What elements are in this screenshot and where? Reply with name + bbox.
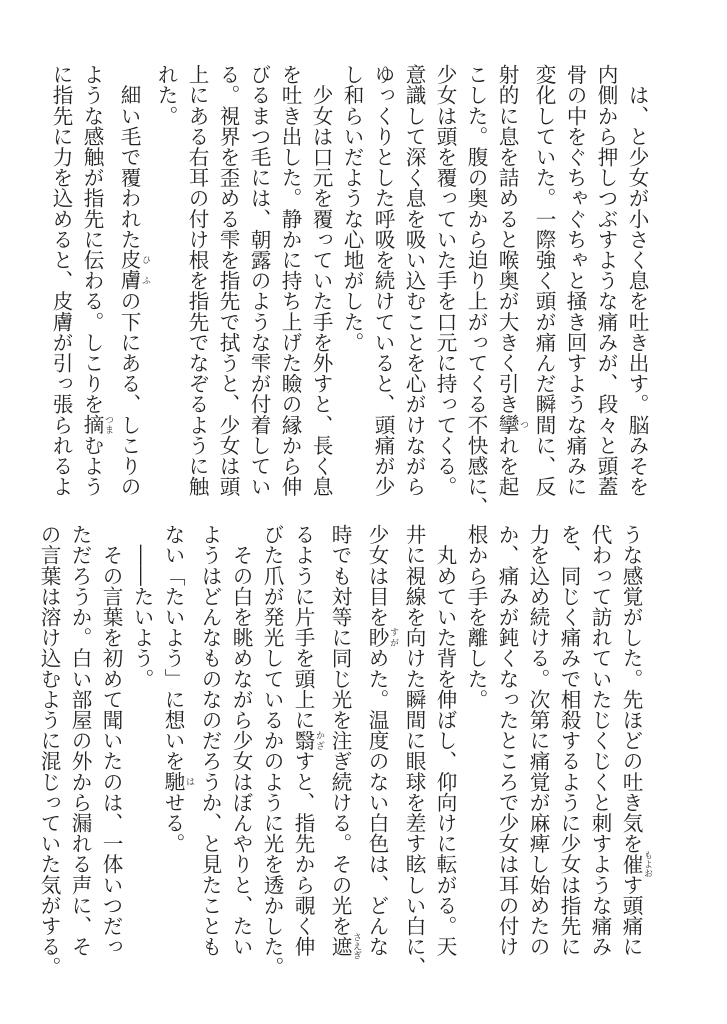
ruby-word bbox=[365, 627, 398, 648]
text-line bbox=[615, 524, 652, 966]
text-segment: 力を込め続ける。次第に痛覚が麻痺し始めたの bbox=[526, 524, 550, 957]
text-line bbox=[491, 64, 528, 506]
text-line bbox=[256, 524, 287, 978]
text-segment: の言葉は溶け込むように混じっていた気がする。 bbox=[37, 524, 61, 978]
text-segment: るように片手を頭上に bbox=[291, 524, 315, 730]
text-block-bottom bbox=[37, 524, 652, 978]
ruby-base: 眇 bbox=[365, 627, 389, 648]
ruby-reading: もよお bbox=[642, 850, 652, 878]
text-segment: びた爪が発光しているかのように光を透かした。 bbox=[260, 524, 284, 978]
text-line bbox=[398, 64, 429, 506]
text-line bbox=[367, 64, 398, 506]
text-block-top bbox=[49, 64, 652, 518]
text-line bbox=[305, 64, 336, 506]
text-line bbox=[522, 524, 553, 966]
text-line bbox=[225, 524, 256, 966]
text-line bbox=[243, 64, 274, 506]
ruby-reading: かざ bbox=[314, 730, 324, 751]
text-segment: 骨の中をぐちゃぐちゃと掻き回すような痛みに bbox=[563, 64, 587, 497]
text-segment: を吐き出した。静かに持ち上げた瞼の縁から伸 bbox=[278, 64, 302, 497]
text-segment: めた。温度のない白色は、どんな bbox=[365, 647, 389, 957]
ruby-base: 摘 bbox=[80, 414, 104, 435]
text-segment: の下にある、しこりの bbox=[117, 290, 141, 497]
text-segment: 上にある右耳の付け根を指先でなぞるように触 bbox=[185, 64, 209, 497]
text-segment: す頭痛に bbox=[619, 874, 643, 957]
text-segment: こした。腹の奥から迫り上がってくる不快感に、 bbox=[464, 64, 488, 518]
text-line bbox=[113, 64, 150, 506]
text-line bbox=[76, 64, 113, 506]
text-line bbox=[336, 64, 367, 506]
ruby-word bbox=[291, 730, 324, 751]
text-segment: る。視界を歪める雫を指先で拭うと、少女は頭 bbox=[216, 64, 240, 497]
text-segment: 少女は目を bbox=[365, 524, 389, 627]
text-segment: 時でも対等に同じ光を注ぎ続ける。その光を bbox=[328, 524, 352, 936]
ruby-word bbox=[117, 249, 150, 291]
text-line bbox=[429, 524, 460, 966]
ruby-reading: つま bbox=[103, 414, 113, 435]
ruby-reading: は bbox=[184, 771, 194, 792]
text-line bbox=[64, 524, 95, 966]
text-segment: 意識して深く息を吸い込むことを心がけながら bbox=[402, 64, 426, 497]
text-segment: 井に視線を向けた瞬間に眼球を差す眩しい白に、 bbox=[402, 524, 426, 978]
text-segment: 根から手を離した。 bbox=[464, 524, 488, 710]
text-line bbox=[429, 64, 460, 506]
text-segment: れを起 bbox=[495, 434, 519, 497]
text-line bbox=[45, 64, 76, 506]
text-segment: 少女は頭を覆っていた手を口元に持ってくる。 bbox=[433, 64, 457, 497]
text-segment: うな感覚がした。先ほどの吐き気を bbox=[619, 524, 643, 854]
text-line bbox=[460, 524, 491, 966]
ruby-base: 催 bbox=[619, 850, 643, 878]
ruby-reading: ひふ bbox=[140, 249, 150, 291]
text-line bbox=[584, 524, 615, 966]
text-line bbox=[194, 524, 225, 966]
ruby-reading: つ bbox=[518, 414, 528, 435]
text-segment: 射的に息を詰めると喉奥が大きく引き bbox=[495, 64, 519, 415]
text-line bbox=[559, 64, 590, 506]
text-segment: せる。 bbox=[161, 791, 185, 854]
text-line bbox=[212, 64, 243, 506]
text-line bbox=[274, 64, 305, 506]
text-segment: ない「たいよう」に想いを bbox=[161, 524, 185, 772]
ruby-base: 皮膚 bbox=[117, 249, 141, 291]
text-line bbox=[553, 524, 584, 966]
ruby-word bbox=[495, 414, 528, 435]
text-line bbox=[150, 64, 181, 506]
text-line bbox=[33, 524, 64, 978]
text-segment: その白を眺めながら少女はぼんやりと、たい bbox=[229, 524, 253, 957]
text-segment: 代わって訪れていたじくじくと刺すような痛み bbox=[588, 524, 612, 957]
text-segment: ――たいよう。 bbox=[130, 524, 154, 689]
text-segment: むよう bbox=[80, 434, 104, 497]
text-segment: 細い毛で覆われた bbox=[117, 64, 141, 250]
text-line bbox=[126, 524, 157, 966]
text-line bbox=[491, 524, 522, 966]
text-line bbox=[528, 64, 559, 506]
text-line bbox=[621, 64, 652, 506]
text-line bbox=[361, 524, 398, 966]
text-line bbox=[157, 524, 194, 966]
ruby-reading: すが bbox=[388, 627, 398, 648]
text-segment: ゆっくりとした呼吸を続けていると、頭痛が少 bbox=[371, 64, 395, 497]
text-segment: びるまつ毛には、朝露のような雫が付着してい bbox=[247, 64, 271, 497]
ruby-base: 馳 bbox=[161, 771, 185, 792]
text-segment: 内側から押しつぶすような痛みが、段々と頭蓋 bbox=[594, 64, 618, 497]
text-line bbox=[324, 524, 361, 966]
text-segment: か、痛みが鈍くなったところで少女は耳の付け bbox=[495, 524, 519, 957]
ruby-base: 遮 bbox=[328, 932, 352, 960]
text-segment: 変化していた。一際強く頭が痛んだ瞬間に、反 bbox=[532, 64, 556, 497]
text-segment: は、と少女が小さく息を吐き出す。脳みそを bbox=[625, 64, 649, 497]
text-segment: に指先に力を込めると、皮膚が引っ張られるよ bbox=[49, 64, 73, 497]
text-line bbox=[590, 64, 621, 506]
text-segment: すと、指先から覗く伸 bbox=[291, 750, 315, 957]
ruby-word bbox=[328, 932, 361, 960]
text-segment: し和らいだような心地がした。 bbox=[340, 64, 364, 353]
ruby-word bbox=[161, 771, 194, 792]
text-segment: ようはどんなものなのだろうか、と見たことも bbox=[198, 524, 222, 957]
text-segment: 丸めていた背を伸ばし、仰向けに転がる。天 bbox=[433, 524, 457, 957]
text-segment: ような感触が指先に伝わる。しこりを bbox=[80, 64, 104, 415]
ruby-base: 翳 bbox=[291, 730, 315, 751]
text-segment: 少女は口元を覆っていた手を外すと、長く息 bbox=[309, 64, 333, 497]
ruby-word bbox=[80, 414, 113, 435]
ruby-word bbox=[619, 850, 652, 878]
text-segment: ただろうか。白い部屋の外から漏れる声に、そ bbox=[68, 524, 92, 957]
text-segment: その言葉を初めて聞いたのは、一体いつだっ bbox=[99, 524, 123, 957]
text-segment: を、同じく痛みで相殺するように少女は指先に bbox=[557, 524, 581, 957]
text-segment: れた。 bbox=[154, 64, 178, 126]
text-line bbox=[287, 524, 324, 966]
text-line bbox=[460, 64, 491, 518]
ruby-base: 攣 bbox=[495, 414, 519, 435]
text-line bbox=[95, 524, 126, 966]
ruby-reading: さえぎ bbox=[351, 932, 361, 960]
text-line bbox=[181, 64, 212, 506]
text-line bbox=[398, 524, 429, 978]
